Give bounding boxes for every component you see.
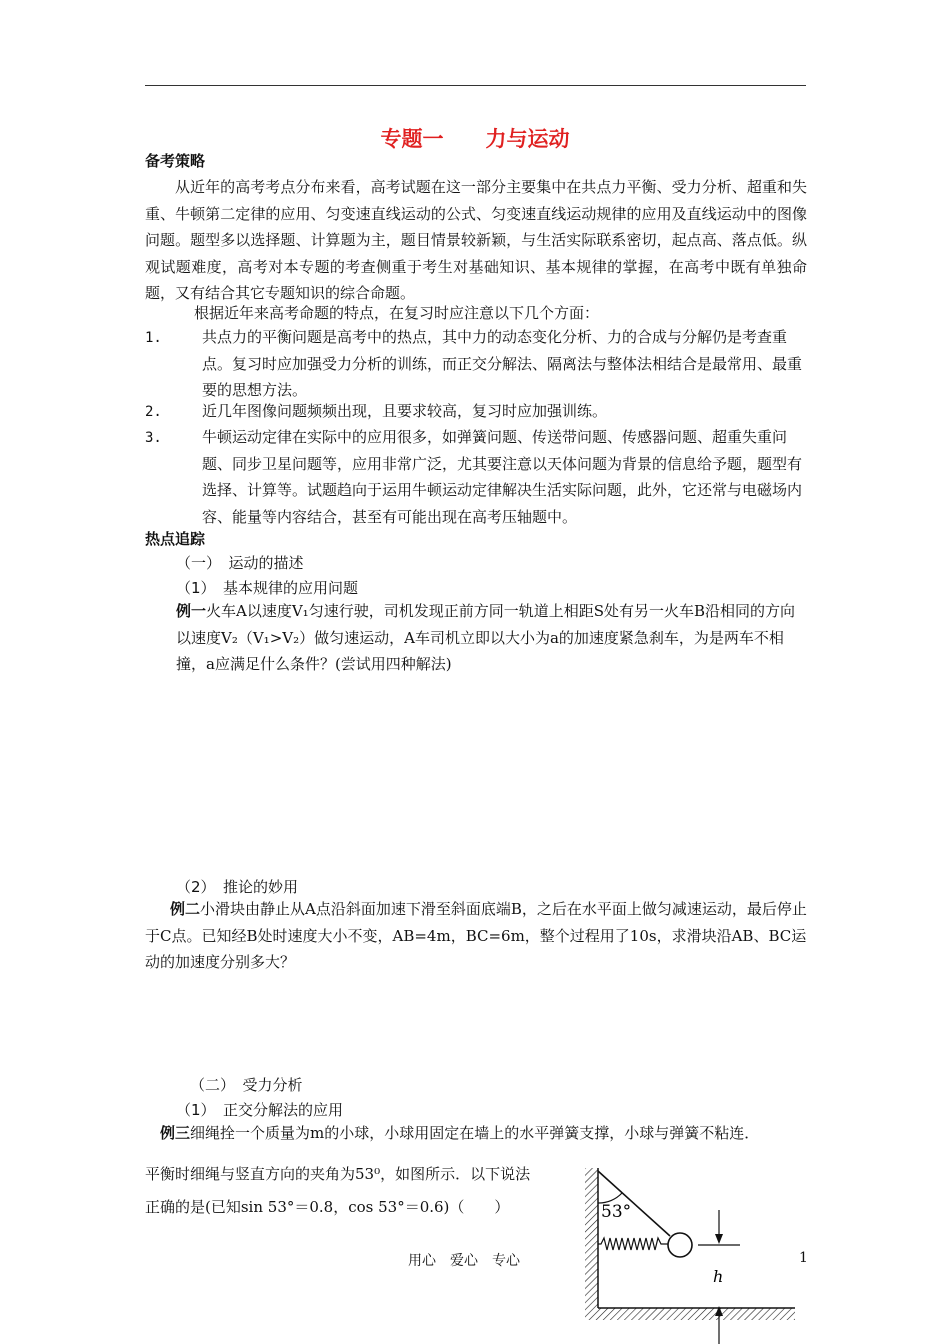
arrowhead-down — [715, 1234, 723, 1244]
spring-ball-figure — [585, 1168, 800, 1344]
example-1-text: 火车A以速度V₁匀速行驶，司机发现正前方同一轨道上相距S处有另一火车B沿相同的方向以速度V₂（V₁>V₂）做匀速运动，A车司机立即以大小为a的加速度紧急刹车，为是两车不相撞，a应满足什么条件？(尝试用四种解法) — [176, 602, 795, 673]
section-1-heading: （一） 运动的描述 — [176, 554, 304, 572]
section-2-heading: （二） 受力分析 — [190, 1076, 303, 1094]
example-1-label: 例一 — [176, 602, 207, 620]
list-item-number: 1. — [145, 330, 162, 346]
ball — [668, 1233, 692, 1257]
list-item-number: 3. — [145, 430, 162, 446]
list-item: 近几年图像问题频频出现，且要求较高，复习时应加强训练。 — [202, 402, 608, 420]
ground — [585, 1308, 795, 1320]
example-2 — [145, 896, 807, 976]
example-1 — [176, 598, 807, 678]
wall — [585, 1168, 598, 1308]
example-3-line-2: 平衡时细绳与竖直方向的夹角为53⁰，如图所示．以下说法 — [145, 1165, 531, 1183]
subsection-2-1-heading: （1） 正交分解法的应用 — [176, 1101, 344, 1119]
list-item: 共点力的平衡问题是高考中的热点，其中力的动态变化分析、力的合成与分解仍是考查重点。复习时应加强受力分析的训练，而正交分解法、隔离法与整体法相结合是最常用、最重要的思想方法。 — [202, 328, 803, 399]
example-3-line-3: 正确的是(已知sin 53°＝0.8，cos 53°＝0.6)（ ） — [145, 1198, 510, 1216]
header-rule — [145, 85, 806, 86]
strategy-heading: 备考策略 — [145, 152, 206, 170]
example-2-label: 例二 — [170, 900, 201, 918]
subsection-1-2-heading: （2） 推论的妙用 — [176, 878, 299, 896]
strategy-intro: 从近年的高考考点分布来看，高考试题在这一部分主要集中在共点力平衡、受力分析、超重和失重、牛顿第二定律的应用、匀变速直线运动的公式、匀变速直线运动规律的应用及直线运动中的图像问题。题型多以选择题、计算题为主，题目情景较新颖，与生活实际联系密切，起点高、落点低。纵观试题难度，高考对本专题的考查侧重于考生对基础知识、基本规律的掌握，在高考中既有单独命题，又有结合其它专题知识的综合命题。 — [145, 178, 807, 302]
list-item-number: 2. — [145, 404, 162, 420]
example-3-label: 例三 — [160, 1124, 191, 1142]
footer-text: 用心 爱心 专心 — [408, 1253, 520, 1269]
page-number: 1 — [799, 1250, 808, 1266]
strategy-lead: 根据近年来高考命题的特点，在复习时应注意以下几个方面： — [194, 304, 600, 322]
example-2-text: 小滑块由静止从A点沿斜面加速下滑至斜面底端B，之后在水平面上做匀减速运动，最后停止于C点。已知经B处时速度大小不变，AB=4m，BC=6m，整个过程用了10s，求滑块沿AB、BC运动的加速度分别多大？ — [145, 900, 807, 971]
page-title: 专题一 力与运动 — [380, 127, 570, 151]
spring — [598, 1238, 668, 1250]
height-label: h — [713, 1267, 724, 1286]
subsection-1-1-heading: （1） 基本规律的应用问题 — [176, 579, 359, 597]
list-item: 牛顿运动定律在实际中的应用很多，如弹簧问题、传送带问题、传感器问题、超重失重问题、同步卫星问题等，应用非常广泛，尤其要注意以天体问题为背景的信息给予题，题型有选择、计算等。试题趋向于运用牛顿运动定律解决生活实际问题，此外，它还常与电磁场内容、能量等内容结合，甚至有可能出现在高考压轴题中。 — [202, 428, 803, 526]
angle-label: 53° — [601, 1202, 632, 1222]
hotspot-heading: 热点追踪 — [145, 530, 206, 548]
example-3-text: 细绳拴一个质量为m的小球，小球用固定在墙上的水平弹簧支撑，小球与弹簧不粘连． — [190, 1124, 760, 1142]
example-3-line-1 — [160, 1120, 820, 1147]
